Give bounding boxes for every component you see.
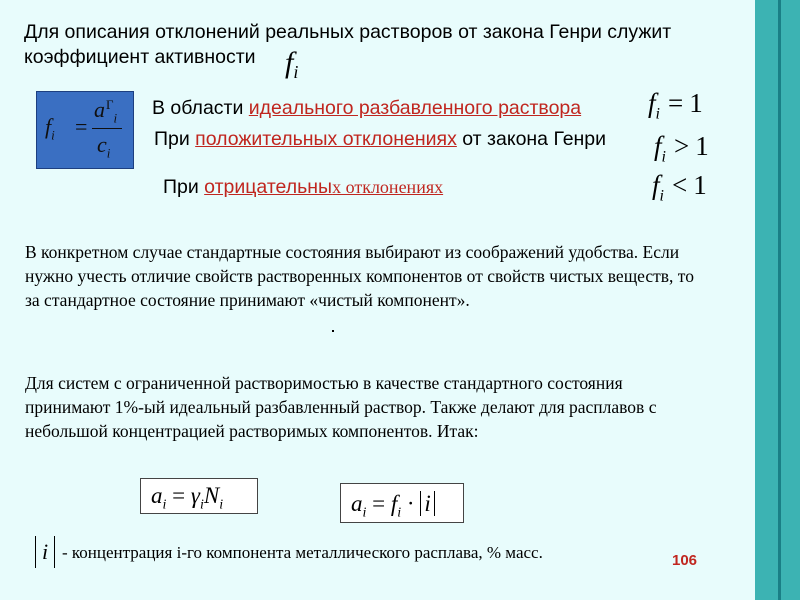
activity-coefficient-formula — [36, 91, 134, 169]
highlight-negative-deviation: отрицательны — [204, 176, 333, 198]
paragraph-standard-states: В конкретном случае стандартные состояния выбирают из соображений удобства. Если нужно учесть отличие свойств растворенных компонентов от свойств чистых веществ, то за стандартное состояние принимают «чистый компонент». — [25, 242, 694, 310]
slide-title: Для описания отклонений реальных растворов от закона Генри служит коэффициент активности — [24, 21, 672, 68]
page-number: 106 — [672, 552, 698, 569]
activity-equation-mole-fraction: $a_i = \gamma_iN_i$ — [140, 478, 258, 514]
title-activity-symbol: $f_i$ — [285, 46, 299, 82]
condition-equal-one: $f_i = 1$ — [648, 88, 703, 123]
sidebar-stripe — [778, 0, 781, 600]
fraction-bar — [92, 128, 122, 129]
case-ideal-dilute: В области идеального разбавленного раствора — [152, 97, 582, 119]
condition-less-one: $f_i < 1$ — [652, 170, 707, 205]
condition-greater-one: $f_i > 1$ — [654, 131, 709, 166]
formula-denominator: $c_i$ — [97, 132, 111, 161]
paragraph-limited-solubility: Для систем с ограниченной растворимостью в качестве стандартного состояния принимают 1%-ый идеальный разбавленный раствор. Также делают для расплавов с небольшой концентрацией растворимых компонентов. Итак: — [25, 373, 657, 441]
highlight-ideal-dilute: идеального разбавленного раствора — [248, 97, 582, 119]
stray-dot — [332, 330, 334, 332]
formula-equals: = — [75, 114, 88, 139]
formula-numerator: $a^Г_i$ — [94, 97, 118, 126]
formula-lhs: $f_i$ — [45, 114, 55, 143]
case-positive-deviation: При положительных отклонениях от закона Генри — [154, 128, 607, 150]
concentration-note: - концентрация i-го компонента металлического расплава, % масс. — [62, 543, 543, 562]
case-negative-deviation: При отрицательных отклонениях — [163, 176, 444, 198]
activity-equation-mass-percent: $a_i = f_i \cdot i$ — [340, 483, 464, 523]
highlight-positive-deviation: положительных отклонениях — [195, 128, 457, 150]
concentration-symbol: i — [35, 536, 55, 568]
